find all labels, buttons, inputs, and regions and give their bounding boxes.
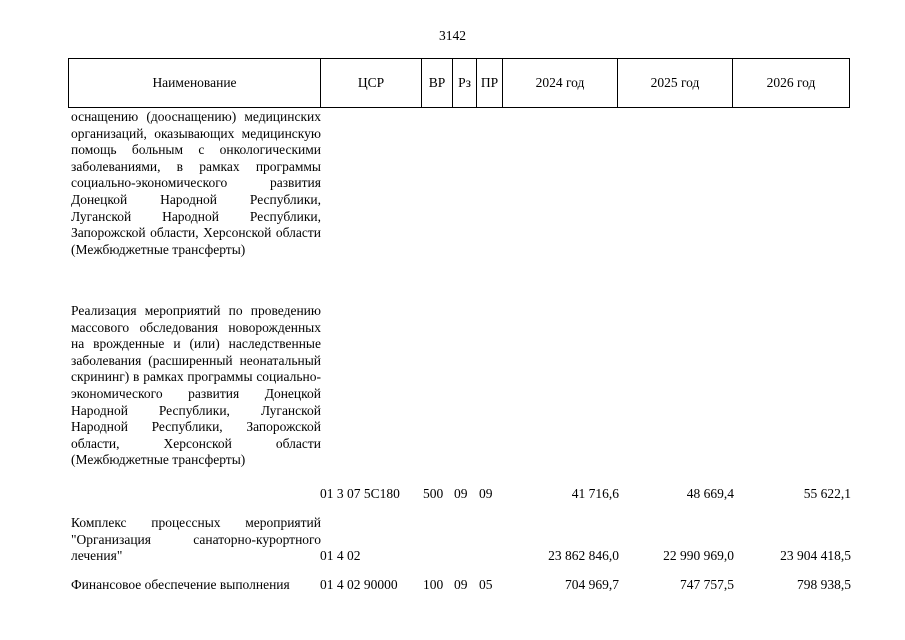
page-number: 3142 [439,28,466,43]
table-row [68,515,853,565]
row-vr: 500 [423,486,444,502]
header-2024: 2024 год [503,59,618,108]
header-2026: 2026 год [733,59,850,108]
table-row [68,303,853,503]
table-row [68,577,853,594]
row-csr: 01 3 07 5С180 [320,486,400,502]
table-row [68,109,853,302]
row-csr: 01 4 02 90000 [320,576,398,592]
row-value-2024: 23 862 846,0 [548,548,619,564]
header-pr: ПР [477,59,503,108]
header-vr: ВР [422,59,453,108]
header-csr: ЦСР [321,59,422,108]
row-value-2026: 798 938,5 [797,576,851,592]
header-name: Наименование [69,59,321,108]
row-pr: 05 [479,576,493,592]
row-value-2026: 55 622,1 [803,486,851,502]
row-name: Комплекс процессных мероприятий "Организация санаторно-курортного лечения" [71,515,321,564]
row-name: оснащению (дооснащению) медицинских организаций, оказывающих медицинскую помощь больным с онкологическими заболеваниями, в рамках программы социально-экономического развития Донецкой Народной Республики, Луганской Народной Республики, Запорожской области, Херсонской области (Межбюджетные трансферты) [71,109,321,257]
row-value-2024: 704 969,7 [565,576,619,592]
row-value-2025: 747 757,5 [680,576,734,592]
row-rz: 09 [454,486,468,502]
row-value-2025: 22 990 969,0 [663,548,734,564]
row-name: Реализация мероприятий по проведению массового обследования новорожденных на врожденные и (или) наследственные заболевания (расширенный неонатальный скрининг) в рамках программы социально-экономического развития Донецкой Народной Республики, Луганской Народной Республики, Запорожской области, Херсонской области (Межбюджетные трансферты) [71,303,321,468]
row-vr: 100 [423,576,444,592]
row-pr: 09 [479,486,493,502]
row-name: Финансовое обеспечение выполнения [71,576,290,592]
header-2025: 2025 год [618,59,733,108]
table-header [68,58,850,108]
row-rz: 09 [454,576,468,592]
table-body [68,109,853,593]
row-csr: 01 4 02 [320,548,361,564]
row-value-2026: 23 904 418,5 [780,548,851,564]
row-value-2024: 41 716,6 [571,486,619,502]
row-value-2025: 48 669,4 [686,486,734,502]
header-rz: Рз [453,59,477,108]
